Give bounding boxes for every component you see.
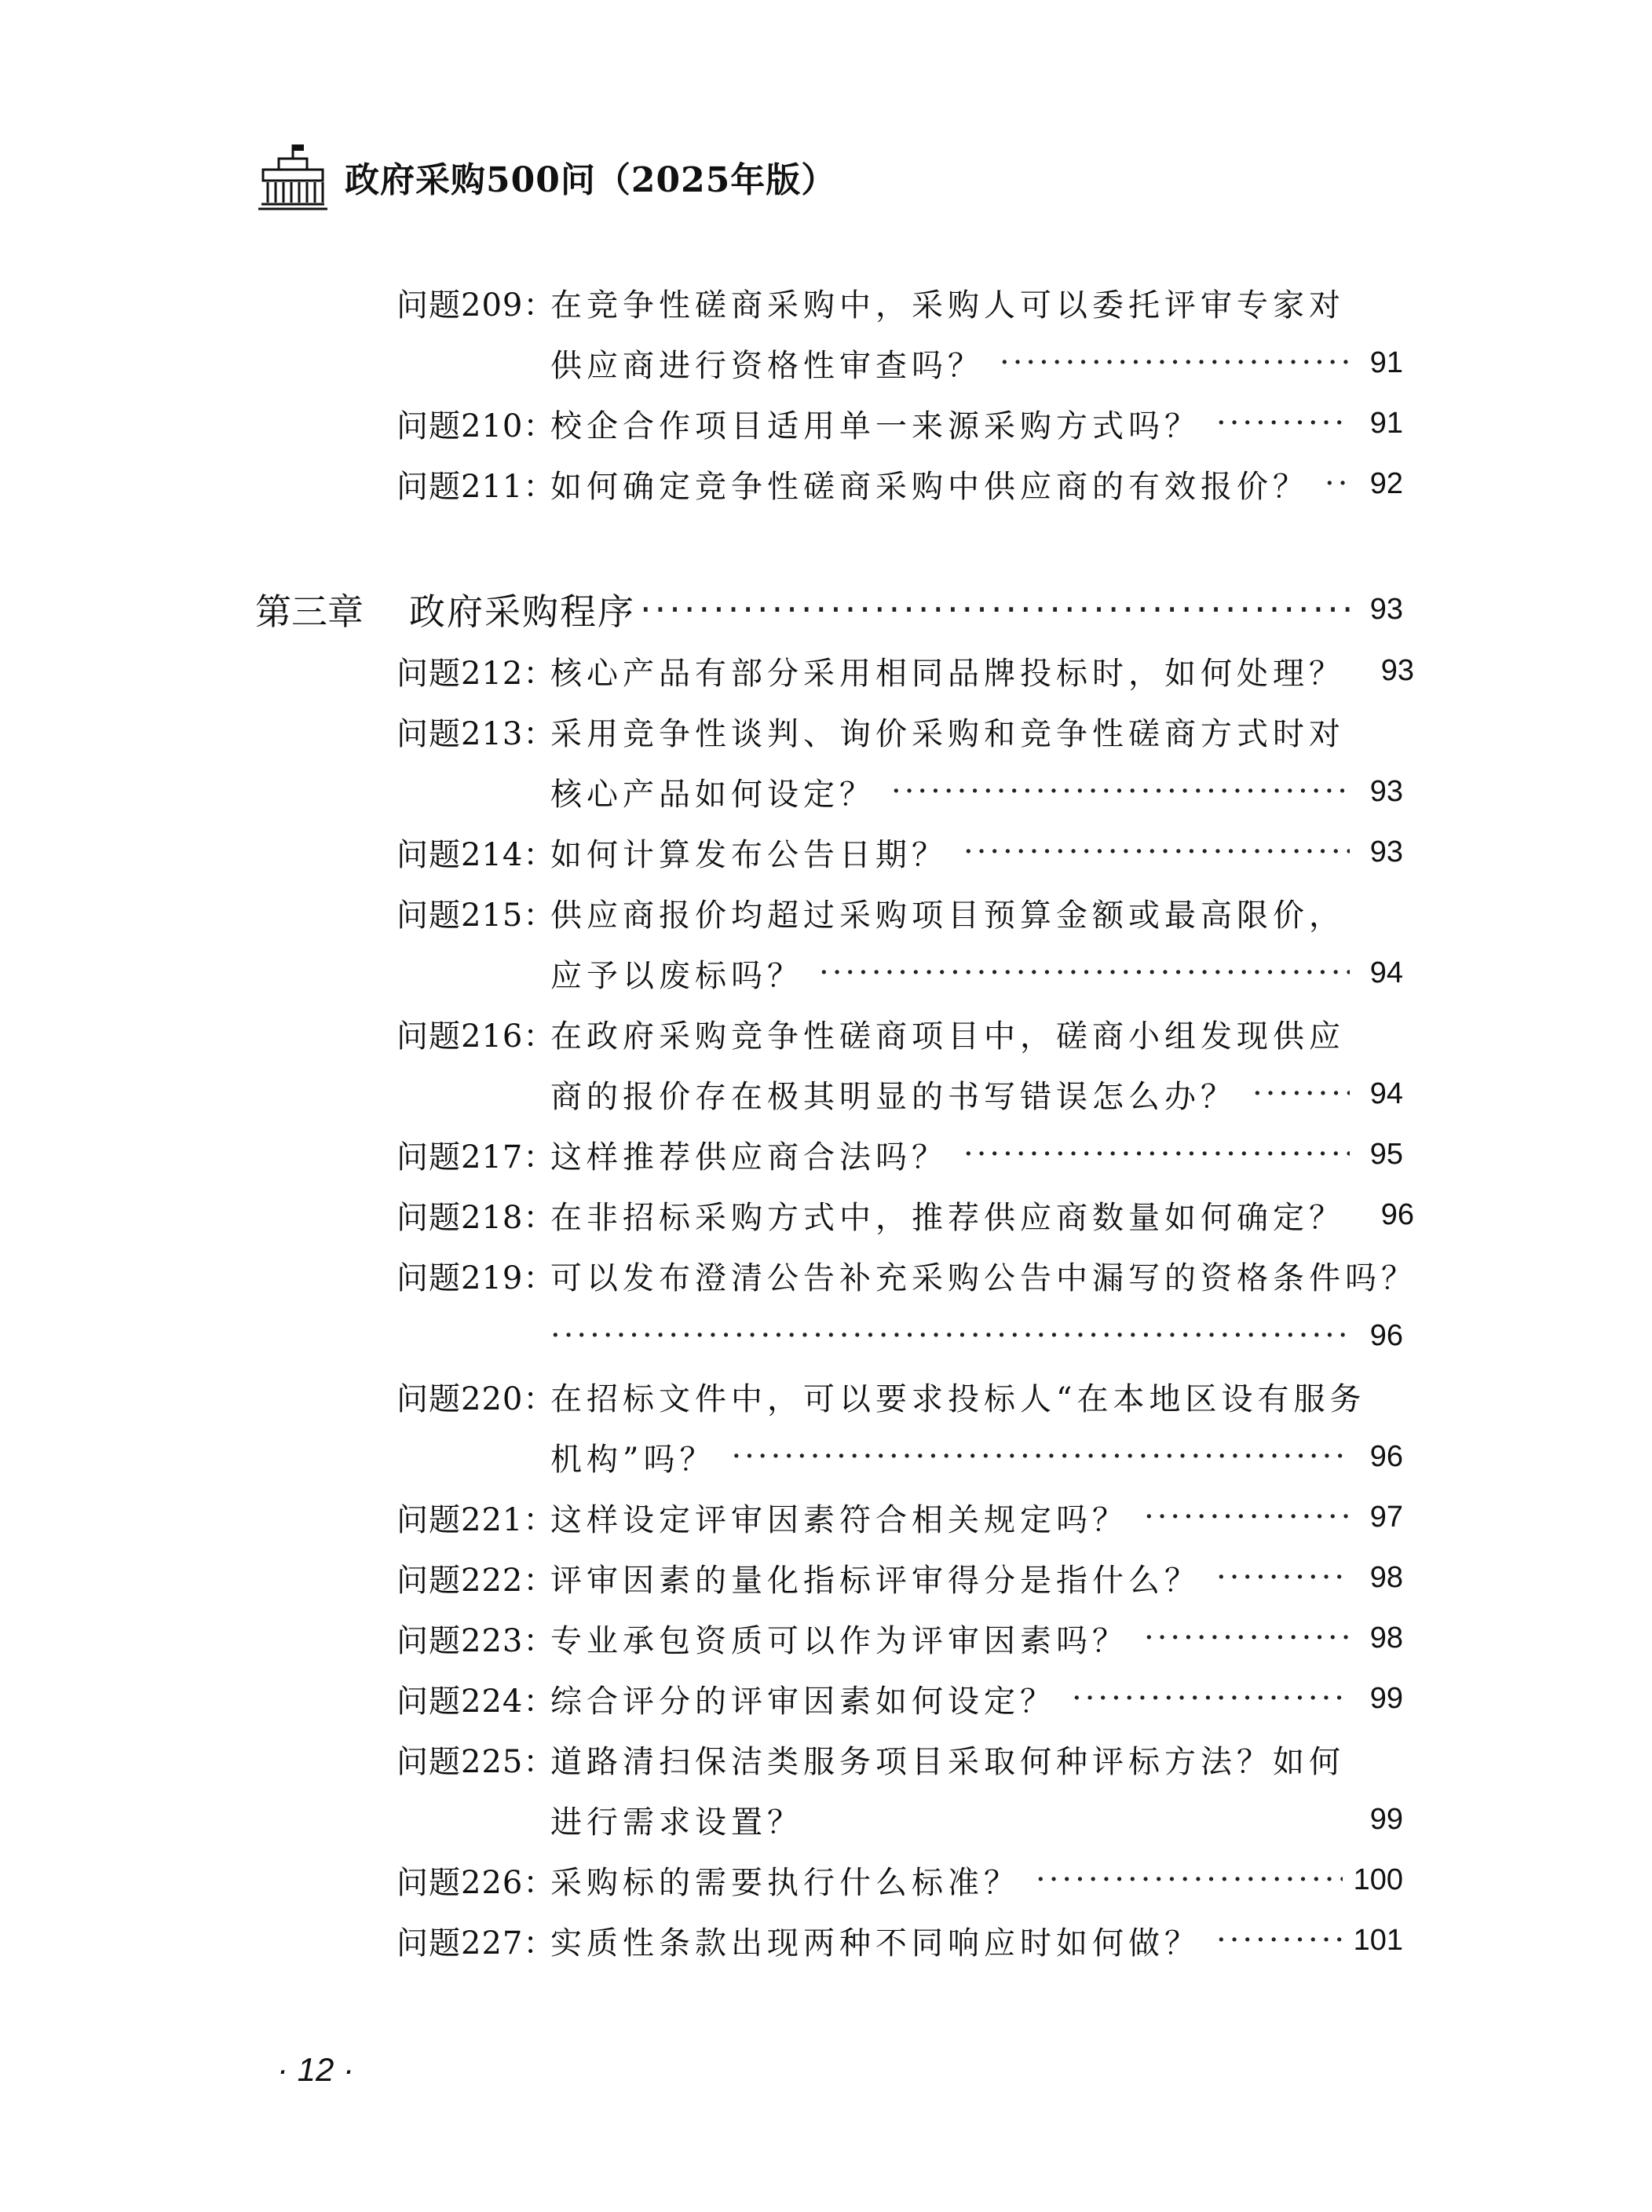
question-text: 道路清扫保洁类服务项目采取何种评标方法？如何 bbox=[550, 1743, 1345, 1780]
page-ref: 100 bbox=[1353, 1863, 1403, 1896]
leader-dots bbox=[1144, 1620, 1350, 1656]
question-text-continued: 机构”吗？ bbox=[550, 1441, 716, 1478]
question-text: 专业承包资质可以作为评审因素吗？ bbox=[550, 1622, 1128, 1659]
leader-dots bbox=[1252, 1076, 1350, 1112]
question-label: 问题215： bbox=[397, 897, 556, 934]
page-ref: 93 bbox=[1380, 653, 1414, 687]
question-label: 问题221： bbox=[397, 1501, 556, 1538]
toc-entry-213-cont[interactable] bbox=[550, 768, 1403, 815]
toc-entry-224[interactable] bbox=[397, 1675, 1403, 1722]
page-ref: 96 bbox=[1369, 1439, 1403, 1473]
chapter-title: 政府采购程序 bbox=[409, 590, 635, 633]
toc-entry-225-cont[interactable] bbox=[550, 1796, 1403, 1843]
question-text-continued: 进行需求设置？ bbox=[550, 1804, 803, 1841]
toc-entry-210[interactable] bbox=[397, 400, 1403, 447]
page-ref: 91 bbox=[1369, 346, 1403, 379]
toc-entry-209[interactable] bbox=[397, 279, 1403, 326]
question-text-continued: 供应商进行资格性审查吗？ bbox=[550, 347, 984, 384]
question-text: 校企合作项目适用单一来源采购方式吗？ bbox=[550, 408, 1201, 444]
chapter-label: 第三章 bbox=[255, 590, 364, 633]
question-text: 在招标文件中，可以要求投标人“在本地区设有服务 bbox=[550, 1380, 1366, 1417]
page-ref: 94 bbox=[1369, 1077, 1403, 1110]
question-text-continued: 核心产品如何设定？ bbox=[550, 776, 875, 813]
book-title: 政府采购500问（2025年版） bbox=[345, 160, 837, 200]
toc-entry-225[interactable] bbox=[397, 1735, 1403, 1782]
question-label: 问题227： bbox=[397, 1925, 556, 1962]
toc-entry-226[interactable] bbox=[397, 1856, 1403, 1903]
leader-dots bbox=[1036, 1862, 1343, 1898]
toc-entry-209-cont[interactable] bbox=[550, 339, 1403, 386]
question-text: 在政府采购竞争性磋商项目中，磋商小组发现供应 bbox=[550, 1018, 1345, 1055]
toc-entry-215[interactable] bbox=[397, 889, 1403, 936]
leader-dots bbox=[963, 834, 1350, 870]
question-label: 问题216： bbox=[397, 1018, 556, 1055]
toc-entry-214[interactable] bbox=[397, 828, 1403, 876]
page-ref: 99 bbox=[1369, 1802, 1403, 1836]
leader-dots bbox=[731, 1439, 1350, 1475]
toc-entry-216-cont[interactable] bbox=[550, 1070, 1403, 1117]
page-number: · 12 · bbox=[277, 2051, 355, 2088]
question-text: 在竞争性磋商采购中，采购人可以委托评审专家对 bbox=[550, 287, 1345, 324]
toc-entry-222[interactable] bbox=[397, 1554, 1403, 1601]
question-text: 这样推荐供应商合法吗？ bbox=[550, 1139, 948, 1175]
toc-entry-227[interactable] bbox=[397, 1917, 1403, 1964]
page-ref: 93 bbox=[1369, 592, 1403, 626]
question-label: 问题225： bbox=[397, 1743, 556, 1780]
leader-dots bbox=[1144, 1499, 1350, 1535]
question-label: 问题209： bbox=[397, 287, 556, 324]
page-ref: 99 bbox=[1369, 1681, 1403, 1715]
question-text: 综合评分的评审因素如何设定？ bbox=[550, 1683, 1056, 1720]
question-text: 在非招标采购方式中，推荐供应商数量如何确定？ bbox=[550, 1199, 1345, 1236]
question-label: 问题224： bbox=[397, 1683, 556, 1720]
question-text: 供应商报价均超过采购项目预算金额或最高限价， bbox=[550, 897, 1345, 934]
leader-dots bbox=[550, 1318, 1350, 1354]
question-label: 问题218： bbox=[397, 1199, 556, 1236]
question-text: 评审因素的量化指标评审得分是指什么？ bbox=[550, 1562, 1201, 1599]
page-ref: 94 bbox=[1369, 956, 1403, 989]
page-ref: 97 bbox=[1369, 1500, 1403, 1534]
toc-entry-216[interactable] bbox=[397, 1010, 1403, 1057]
leader-dots bbox=[1216, 405, 1350, 441]
question-text: 如何确定竞争性磋商采购中供应商的有效报价？ bbox=[550, 468, 1309, 505]
question-label: 问题220： bbox=[397, 1380, 556, 1417]
toc-entry-212[interactable] bbox=[397, 647, 1414, 694]
page-ref: 92 bbox=[1369, 466, 1403, 500]
question-text: 核心产品有部分采用相同品牌投标时，如何处理？ bbox=[550, 655, 1345, 692]
toc-entry-211[interactable] bbox=[397, 460, 1403, 507]
question-text-continued: 应予以废标吗？ bbox=[550, 957, 803, 994]
toc-entry-217[interactable] bbox=[397, 1131, 1403, 1178]
question-text: 这样设定评审因素符合相关规定吗？ bbox=[550, 1501, 1128, 1538]
toc-entry-220-cont[interactable] bbox=[550, 1433, 1403, 1480]
toc-entry-215-cont[interactable] bbox=[550, 949, 1403, 996]
question-label: 问题222： bbox=[397, 1562, 556, 1599]
leader-dots bbox=[1325, 466, 1350, 502]
question-text: 实质性条款出现两种不同响应时如何做？ bbox=[550, 1925, 1201, 1962]
toc-entry-221[interactable] bbox=[397, 1494, 1403, 1541]
question-text: 采购标的需要执行什么标准？ bbox=[550, 1864, 1020, 1901]
page-ref: 95 bbox=[1369, 1137, 1403, 1171]
page-ref: 96 bbox=[1369, 1318, 1403, 1352]
leader-dots bbox=[1000, 345, 1350, 381]
question-text: 如何计算发布公告日期？ bbox=[550, 836, 948, 873]
page-ref: 101 bbox=[1353, 1923, 1403, 1957]
question-text: 可以发布澄清公告补充采购公告中漏写的资格条件吗？ bbox=[550, 1260, 1417, 1296]
question-label: 问题214： bbox=[397, 836, 556, 873]
leader-dots bbox=[1216, 1559, 1350, 1596]
leader-dots bbox=[891, 773, 1350, 810]
question-label: 问题219： bbox=[397, 1260, 556, 1296]
toc-entry-219-cont[interactable] bbox=[550, 1312, 1403, 1359]
toc-entry-223[interactable] bbox=[397, 1614, 1403, 1662]
question-label: 问题212： bbox=[397, 655, 556, 692]
question-label: 问题213： bbox=[397, 715, 556, 752]
leader-dots bbox=[1072, 1680, 1350, 1717]
question-text: 采用竞争性谈判、询价采购和竞争性磋商方式时对 bbox=[550, 715, 1345, 752]
page-ref: 91 bbox=[1369, 406, 1403, 440]
leader-dots bbox=[1216, 1922, 1343, 1958]
leader-dots bbox=[640, 588, 1350, 631]
leader-dots bbox=[963, 1136, 1350, 1172]
question-label: 问题223： bbox=[397, 1622, 556, 1659]
question-label: 问题217： bbox=[397, 1139, 556, 1175]
toc-entry-213[interactable] bbox=[397, 707, 1403, 755]
question-label: 问题211： bbox=[397, 468, 556, 505]
page-ref: 98 bbox=[1369, 1560, 1403, 1594]
question-text-continued: 商的报价存在极其明显的书写错误怎么办？ bbox=[550, 1078, 1237, 1115]
toc-entry-218[interactable] bbox=[397, 1191, 1414, 1238]
page-ref: 93 bbox=[1369, 774, 1403, 808]
leader-dots bbox=[819, 955, 1350, 991]
toc-entry-219[interactable] bbox=[397, 1252, 1417, 1299]
page-ref: 98 bbox=[1369, 1621, 1403, 1654]
page-ref: 93 bbox=[1369, 835, 1403, 868]
toc-chapter-3[interactable] bbox=[255, 586, 1403, 633]
toc-entry-220[interactable] bbox=[397, 1373, 1403, 1420]
question-label: 问题226： bbox=[397, 1864, 556, 1901]
page-ref: 96 bbox=[1380, 1197, 1414, 1231]
question-label: 问题210： bbox=[397, 408, 556, 444]
